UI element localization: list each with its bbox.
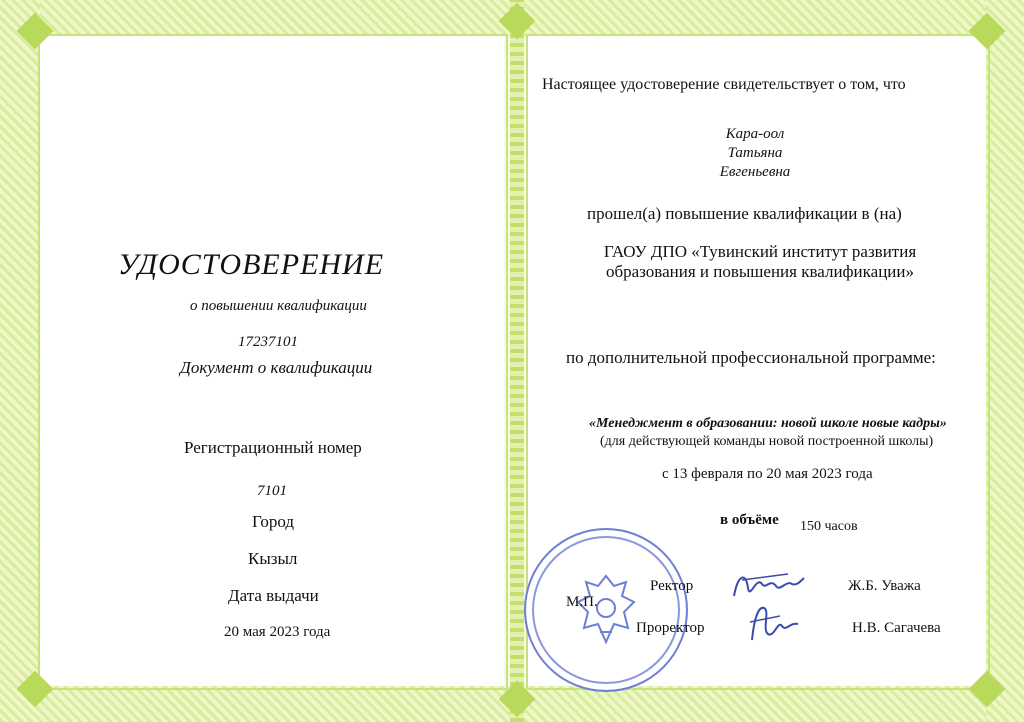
issue-date-label: Дата выдачи [228,586,319,605]
document-type: Документ о квалификации [180,358,373,377]
right-border [986,0,1024,722]
program-label: по дополнительной профессиональной программе: [566,348,936,367]
passed-text: прошел(а) повышение квалификации в (на) [587,204,902,223]
certificate-title: УДОСТОВЕРЕНИЕ [118,248,385,281]
program-note: (для действующей команды новой построенной школы) [600,434,934,449]
certificate-subtitle: о повышении квалификации [190,298,367,314]
holder-surname: Кара-оол [725,126,785,142]
prorector-name: Н.В. Сагачева [852,620,941,636]
prorector-label: Проректор [636,620,705,636]
intro-text: Настоящее удостоверение свидетельствует о том, что [542,76,906,93]
official-seal [524,528,688,692]
city-label: Город [252,512,294,531]
organization-line-1: ГАОУ ДПО «Тувинский институт развития [603,242,917,261]
registration-number: 7101 [257,483,287,499]
center-fold [510,0,524,722]
program-name: «Менеджмент в образовании: новой школе новые кадры» [589,416,947,431]
volume-label: в объёме [720,512,779,528]
prorector-signature-icon [744,600,804,646]
left-border [0,0,40,722]
issue-date: 20 мая 2023 года [224,624,331,640]
holder-patronymic: Евгеньевна [719,164,791,180]
holder-name: Татьяна [727,145,783,161]
program-period: с 13 февраля по 20 мая 2023 года [662,466,873,482]
organization-line-2: образования и повышения квалификации» [605,262,914,281]
rector-name: Ж.Б. Уважа [848,578,921,594]
rector-label: Ректор [650,578,694,594]
seal-label: М.П. [566,594,598,610]
volume-value: 150 часов [800,519,858,534]
document-number: 17237101 [238,334,298,350]
registration-label: Регистрационный номер [184,438,362,457]
city-value: Кызыл [248,549,298,568]
